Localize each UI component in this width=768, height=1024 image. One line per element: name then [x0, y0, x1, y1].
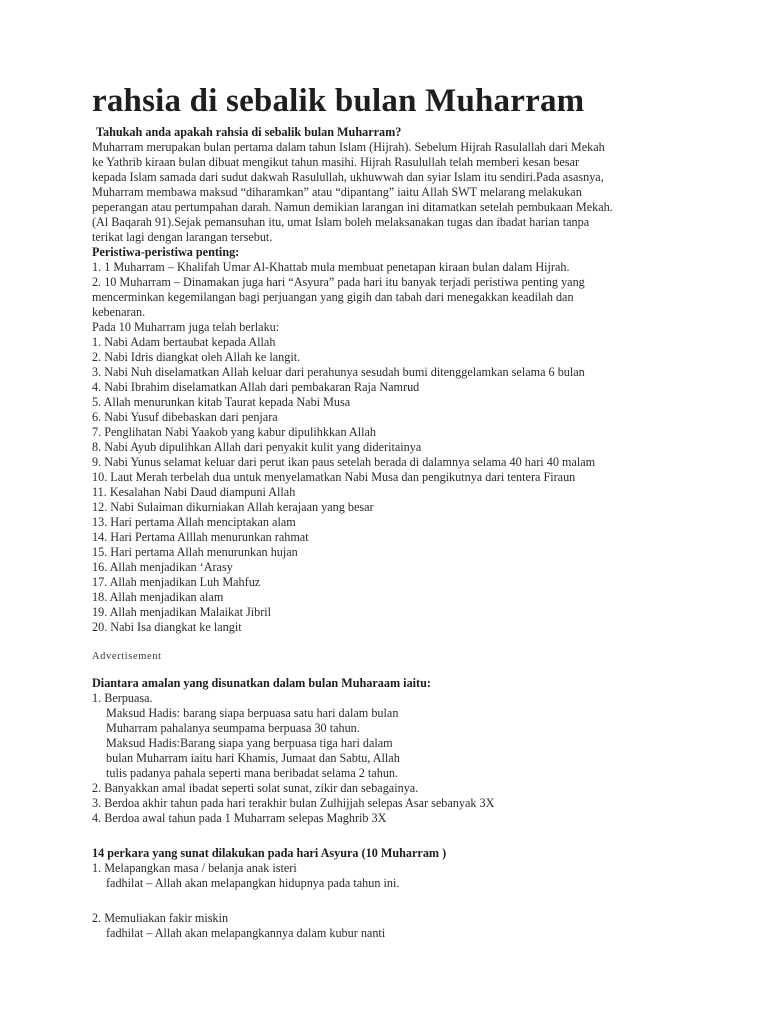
tenth-event-item: 13. Hari pertama Allah menciptakan alam: [92, 515, 296, 529]
tenth-event-item: 10. Laut Merah terbelah dua untuk menyelamatkan Nabi Musa dan pengikutnya dari tentera Firaun: [92, 470, 576, 484]
tenth-event-item: 4. Nabi Ibrahim diselamatkan Allah dari pembakaran Raja Namrud: [92, 380, 420, 394]
tenth-event-item: 14. Hari Pertama Alllah menurunkan rahmat: [92, 530, 309, 544]
asyura-fadhilat: fadhilat – Allah akan melapangkan hidupnya pada tahun ini.: [106, 876, 400, 890]
event-item: 1. 1 Muharram – Khalifah Umar Al-Khattab mula membuat penetapan kiraan bulan dalam Hijrah.: [92, 260, 570, 274]
tenth-event-item: 16. Allah menjadikan ‘Arasy: [92, 560, 233, 574]
events-heading: Peristiwa-peristiwa penting:: [92, 245, 240, 259]
amalan-item: 2. Banyakkan amal ibadat seperti solat sunat, zikir dan sebagainya.: [92, 781, 419, 795]
tenth-event-item: 8. Nabi Ayub dipulihkan Allah dari penyakit kulit yang dideritainya: [92, 440, 422, 454]
amalan-detail: bulan Muharram iaitu hari Khamis, Jumaat dan Sabtu, Allah: [106, 751, 400, 765]
intro-line: ke Yathrib kiraan bulan dibuat mengikut tahun masihi. Hijrah Rasulullah telah memberi kesan besar: [92, 155, 580, 169]
intro-line: terikat lagi dengan larangan tersebut.: [92, 230, 273, 244]
asyura-heading: 14 perkara yang sunat dilakukan pada hari Asyura (10 Muharram ): [92, 846, 447, 860]
amalan-detail: Maksud Hadis:Barang siapa yang berpuasa tiga hari dalam: [106, 736, 393, 750]
tenth-event-item: 19. Allah menjadikan Malaikat Jibril: [92, 605, 272, 619]
tenth-event-item: 5. Allah menurunkan kitab Taurat kepada Nabi Musa: [92, 395, 351, 409]
amalan-item: 4. Berdoa awal tahun pada 1 Muharram selepas Maghrib 3X: [92, 811, 387, 825]
intro-line: Muharram membawa maksud “diharamkan” atau “dipantang” iaitu Allah SWT melarang melakukan: [92, 185, 582, 199]
tenth-event-item: 12. Nabi Sulaiman dikurniakan Allah kerajaan yang besar: [92, 500, 374, 514]
intro-line: peperangan atau pertumpahan darah. Namun demikian larangan ini ditamatkan setelah pembukaan Mekah.: [92, 200, 613, 214]
tenth-event-item: 7. Penglihatan Nabi Yaakob yang kabur dipulihkkan Allah: [92, 425, 376, 439]
tenth-event-item: 2. Nabi Idris diangkat oleh Allah ke langit.: [92, 350, 301, 364]
asyura-item: 2. Memuliakan fakir miskin: [92, 911, 229, 925]
amalan-item: 1. Berpuasa.: [92, 691, 153, 705]
tenth-event-item: 1. Nabi Adam bertaubat kepada Allah: [92, 335, 276, 349]
event-item: kebenaran.: [92, 305, 146, 319]
tenth-event-item: 6. Nabi Yusuf dibebaskan dari penjara: [92, 410, 278, 424]
intro-line: kepada Islam samada dari sudut dakwah Rasulullah, ukhuwwah dan syiar Islam itu sendiri.Pada asasnya,: [92, 170, 604, 184]
tenth-event-item: 9. Nabi Yunus selamat keluar dari perut ikan paus setelah berada di dalamnya selama 40 hari 40 malam: [92, 455, 596, 469]
intro-line: (Al Baqarah 91).Sejak pemansuhan itu, umat Islam boleh melaksanakan tugas dan ibadat harian tanpa: [92, 215, 590, 229]
asyura-fadhilat: fadhilat – Allah akan melapangkannya dalam kubur nanti: [106, 926, 386, 940]
amalan-heading: Diantara amalan yang disunatkan dalam bulan Muharaam iaitu:: [92, 676, 431, 690]
amalan-item: 3. Berdoa akhir tahun pada hari terakhir bulan Zulhijjah selepas Asar sebanyak 3X: [92, 796, 495, 810]
amalan-detail: tulis padanya pahala seperti mana beribadat selama 2 tahun.: [106, 766, 399, 780]
advertisement-label: Advertisement: [92, 651, 162, 662]
tenth-event-item: 15. Hari pertama Allah menurunkan hujan: [92, 545, 298, 559]
asyura-item: 1. Melapangkan masa / belanja anak isteri: [92, 861, 297, 875]
amalan-detail: Muharram pahalanya seumpama berpuasa 30 tahun.: [106, 721, 360, 735]
tenth-intro: Pada 10 Muharram juga telah berlaku:: [92, 320, 280, 334]
lead-question: Tahukah anda apakah rahsia di sebalik bulan Muharram?: [96, 125, 402, 139]
event-item: 2. 10 Muharram – Dinamakan juga hari “Asyura” pada hari itu banyak terjadi peristiwa penting yang: [92, 275, 585, 289]
events-list: [92, 260, 752, 320]
intro-paragraph: [92, 140, 752, 245]
amalan-detail: Maksud Hadis: barang siapa berpuasa satu hari dalam bulan: [106, 706, 399, 720]
page-title: rahsia di sebalik bulan Muharram: [92, 83, 585, 119]
tenth-event-item: 3. Nabi Nuh diselamatkan Allah keluar dari perahunya sesudah bumi ditenggelamkan selama 6 bulan: [92, 365, 585, 379]
intro-line: Muharram merupakan bulan pertama dalam tahun Islam (Hijrah). Sebelum Hijrah Rasulallah dari Mekah: [92, 140, 605, 154]
tenth-event-item: 20. Nabi Isa diangkat ke langit: [92, 620, 242, 634]
document-page: [92, 82, 752, 941]
tenth-event-item: 17. Allah menjadikan Luh Mahfuz: [92, 575, 261, 589]
tenth-event-item: 11. Kesalahan Nabi Daud diampuni Allah: [92, 485, 296, 499]
tenth-event-item: 18. Allah menjadikan alam: [92, 590, 224, 604]
tenth-events-list: [92, 335, 752, 635]
event-item: mencerminkan kegemilangan bagi perjuangan yang gigih dan tabah dari menegakkan keadilah dan: [92, 290, 574, 304]
asyura-list: [92, 861, 752, 941]
amalan-list: [92, 691, 752, 826]
